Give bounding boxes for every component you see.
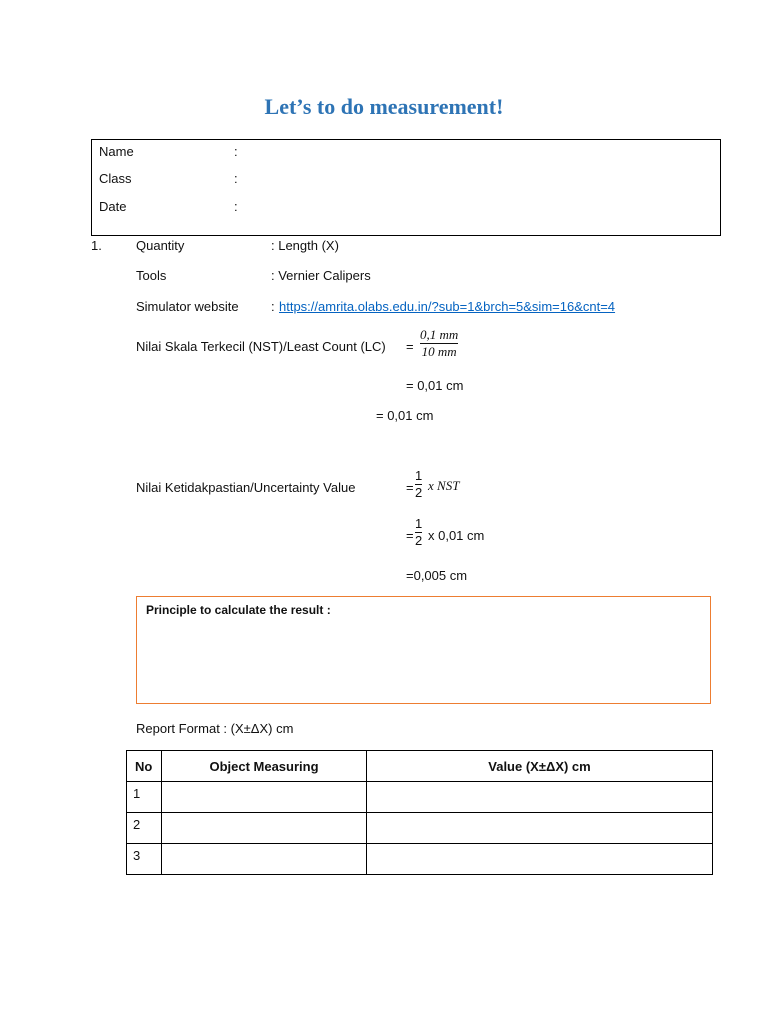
uncertainty-substitution: x 0,01 cm xyxy=(428,528,485,543)
uncertainty-formula: x NST xyxy=(428,478,460,493)
half-fraction-1 xyxy=(415,468,422,501)
header-object: Object Measuring xyxy=(162,751,367,782)
item-number: 1. xyxy=(91,238,102,253)
nst-label: Nilai Skala Terkecil (NST)/Least Count (LC) xyxy=(136,339,386,354)
half-fraction-2 xyxy=(415,516,422,549)
page-title: Let’s to do measurement! xyxy=(264,94,504,119)
date-label: Date xyxy=(99,199,127,214)
row-number: 2 xyxy=(127,813,162,844)
value-cell[interactable] xyxy=(367,813,713,844)
quantity-value: : Length (X) xyxy=(271,238,339,253)
table-row xyxy=(127,813,713,844)
row-number: 3 xyxy=(127,844,162,875)
object-cell[interactable] xyxy=(162,813,367,844)
quantity-label: Quantity xyxy=(136,238,185,253)
table-row xyxy=(127,844,713,875)
nst-equals: = xyxy=(406,339,414,354)
row-number: 1 xyxy=(127,782,162,813)
uncertainty-equals-2: = xyxy=(406,528,414,543)
date-colon: : xyxy=(234,199,238,214)
value-cell[interactable] xyxy=(367,844,713,875)
half-numerator: 1 xyxy=(415,516,423,531)
nst-result-2: = 0,01 cm xyxy=(376,408,434,423)
identity-box xyxy=(91,139,721,236)
simulator-label: Simulator website xyxy=(136,299,239,314)
name-label: Name xyxy=(99,144,134,159)
nst-numerator: 0,1 mm xyxy=(420,327,459,342)
half-denominator: 2 xyxy=(415,485,423,500)
table-header-row xyxy=(127,751,713,782)
value-cell[interactable] xyxy=(367,782,713,813)
half-denominator: 2 xyxy=(415,533,423,548)
report-format: Report Format : (X±ΔX) cm xyxy=(136,721,294,736)
header-no: No xyxy=(127,751,162,782)
nst-denominator: 10 mm xyxy=(421,344,457,359)
nst-result-1: = 0,01 cm xyxy=(406,378,464,393)
simulator-prefix: : xyxy=(271,299,275,314)
nst-fraction xyxy=(420,327,458,360)
principle-title: Principle to calculate the result : xyxy=(146,603,331,617)
results-table xyxy=(126,750,713,875)
header-value: Value (X±ΔX) cm xyxy=(367,751,713,782)
table-row xyxy=(127,782,713,813)
tools-label: Tools xyxy=(136,268,167,283)
uncertainty-label: Nilai Ketidakpastian/Uncertainty Value xyxy=(136,480,356,495)
uncertainty-result: =0,005 cm xyxy=(406,568,468,583)
uncertainty-equals-1: = xyxy=(406,480,414,495)
half-numerator: 1 xyxy=(415,468,423,483)
simulator-link[interactable]: https://amrita.olabs.edu.in/?sub=1&brch=5&sim=16&cnt=4 xyxy=(279,299,616,314)
object-cell[interactable] xyxy=(162,782,367,813)
object-cell[interactable] xyxy=(162,844,367,875)
class-label: Class xyxy=(99,171,132,186)
class-colon: : xyxy=(234,171,238,186)
name-colon: : xyxy=(234,144,238,159)
tools-value: : Vernier Calipers xyxy=(271,268,371,283)
